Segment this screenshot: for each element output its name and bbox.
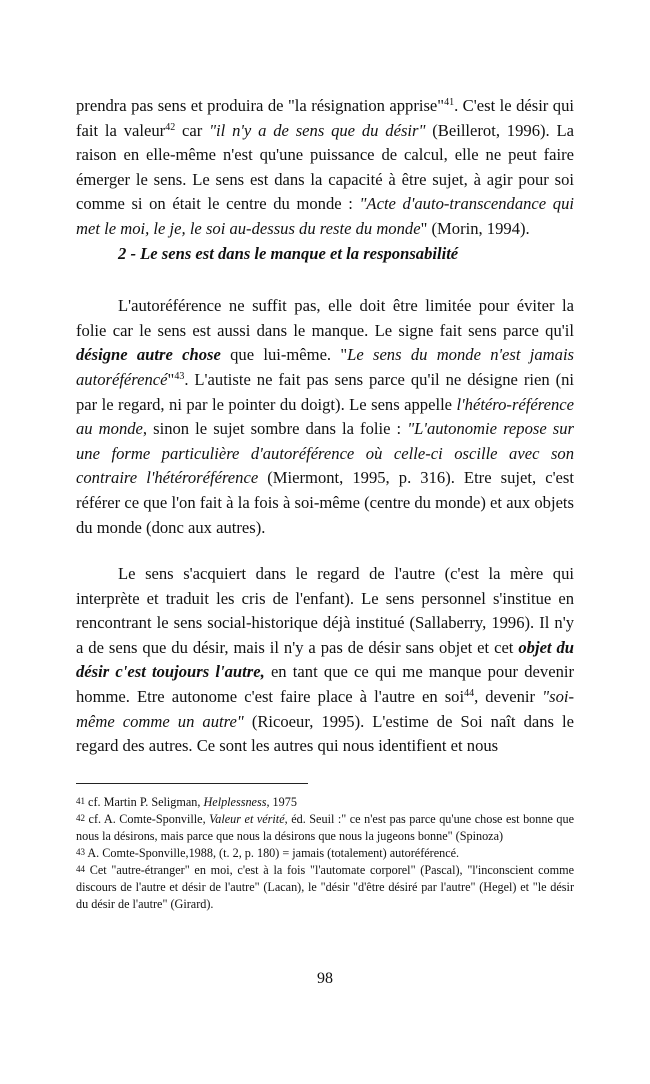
footnote-ref-43: 43 bbox=[174, 370, 185, 382]
paragraph-1: prendra pas sens et produira de "la résignation apprise"$^{41}$. C'est le désir qui fait la valeur$^{42}$ car "il n'y a de sens que du désir" (Beillerot, 1996). La raison en elle-même n'est qu'une puissance de calcul, elle ne peut faire émerger le sens. Le sens est dans la capacité à être sujet, à agir pour soi comme si on était le centre du monde : "Acte d'auto-transcendance qui met le moi, le je, le soi au-dessus du reste du monde" (Morin, 1994). bbox=[76, 96, 574, 238]
italic-quote: "il n'y a de sens que du désir" bbox=[209, 120, 426, 140]
footnote-44: $^{44}$ Cet "autre-étranger" en moi, c'est à la fois "l'automate corporel" (Pascal), "l'inconscient comme discours de l'autre et désir de l'autre" (Lacan), le "désir "d'être désiré par l'autre" (Hegel) et "le désir du désir de l'autre" (Girard). bbox=[76, 863, 574, 911]
section-heading: 2 - Le sens est dans le manque et la responsabilité bbox=[118, 243, 459, 263]
footnotes bbox=[76, 794, 574, 913]
footnote-separator bbox=[76, 783, 308, 784]
italic-quote: "L'autonomie repose sur une forme particulière d'autoréférence où celle-ci oscille avec son contraire l'hétéroréférence bbox=[76, 419, 574, 488]
footnote-41: $^{41}$ cf. Martin P. Seligman, Helplessness, 1975 bbox=[76, 795, 297, 809]
footnote-ref-44: 44 bbox=[464, 688, 475, 700]
footnote-ref-41: 41 bbox=[444, 97, 455, 108]
page-number: 98 bbox=[317, 970, 333, 987]
footnote-42: $^{42}$ cf. A. Comte-Sponville, Valeur et vérité, éd. Seuil :" ce n'est pas parce qu'une chose est bonne que nous la désirons, mais parce que nous la désirons que nous la jugeons bonne" (Spinoza) bbox=[76, 812, 575, 843]
italic-quote: "Acte d'auto-transcendance qui met le moi, le je, le soi au-dessus du reste du monde bbox=[76, 194, 574, 238]
italic-phrase: l'hétéro-référence au monde bbox=[76, 394, 574, 439]
italic-quote: Le sens du monde n'est jamais autoréférencé bbox=[76, 345, 575, 389]
paragraph-2: L'autoréférence ne suffit pas, elle doit être limitée pour éviter la folie car le sens est aussi dans le manque. Le signe fait sens parce qu'il désigne autre chose que lui-même. "Le sens du monde n'est jamais autoréférencé"$^{43}$. L'autiste ne fait pas sens parce qu'il ne désigne rien (ni par le regard, ni par le pointer du doigt). Le sens appelle l'hétéro-référence au monde, sinon le sujet sombre dans la folie : "L'autonomie repose sur une forme particulière d'autoréférence où celle-ci oscille avec son contraire l'hétéroréférence (Miermont, 1995, p. 316). Etre sujet, c'est référer ce que l'on fait à la fois à soi-même (centre du monde) et aux objets du monde (donc aux autres). bbox=[76, 296, 575, 537]
footnote-ref-42: 42 bbox=[165, 121, 176, 133]
italic-quote: "soi-même comme un autre" bbox=[76, 687, 575, 731]
bold-italic-phrase: désigne autre chose bbox=[76, 345, 221, 365]
footnote-43: $^{43}$ A. Comte-Sponville,1988, (t. 2, p. 180) = jamais (totalement) autoréférencé. bbox=[76, 846, 460, 860]
main-text bbox=[76, 94, 574, 759]
bold-italic-phrase: objet du désir c'est toujours l'autre, bbox=[76, 637, 574, 682]
paragraph-3: Le sens s'acquiert dans le regard de l'autre (c'est la mère qui interprète et traduit les cris de l'enfant). Le sens personnel s'institue en rencontrant le sens social-historique déjà institué (Sallaberry, 1996). Il n'y a de sens que du désir, mais il n'y a pas de désir sans objet et cet objet du désir c'est toujours l'autre, en tant que ce qui me manque pour devenir homme. Etre autonome c'est faire place à l'autre en soi$^{44}$, devenir "soi-même comme un autre" (Ricoeur, 1995). L'estime de Soi naît dans le regard des autres. Ce sont les autres qui nous identifient et nous bbox=[76, 564, 575, 756]
